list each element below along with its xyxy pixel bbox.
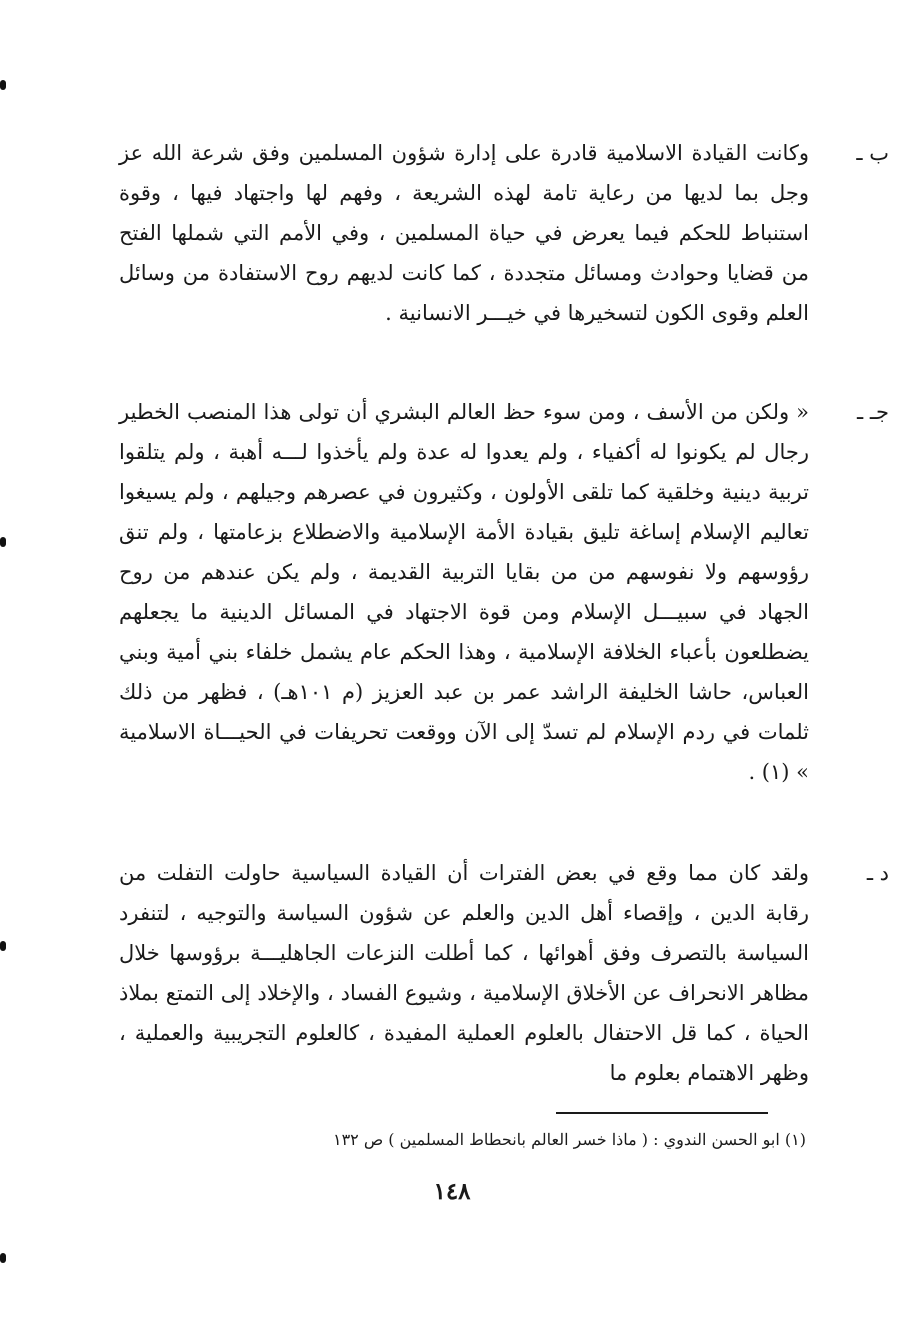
footnote-divider — [556, 1112, 768, 1114]
scan-artifact-dot — [0, 537, 6, 547]
paragraph-marker: جـ ـ — [857, 400, 889, 424]
paragraph-dal — [119, 853, 889, 1093]
scan-artifact-dot — [0, 1253, 6, 1263]
paragraph-text: وكانت القيادة الاسلامية قادرة على إدارة شؤون المسلمين وفق شرعة الله عز وجل بما لديها من رعاية تامة لهذه الشريعة ، وفهم لها واجتهاد فيها ، وقوة استنباط للحكم فيما يعرض في حياة المسلمين ، وفي الأمم التي شملها الفتح من قضايا وحوادث ومسائل متجددة ، كما كانت لديهم روح الاستفادة من وسائل العلم وقوى الكون لتسخيرها في خيـــر الانسانية . — [119, 141, 809, 325]
scan-artifact-dot — [0, 80, 6, 90]
page-number: ١٤٨ — [433, 1178, 471, 1205]
paragraph-text: ولقد كان مما وقع في بعض الفترات أن القيادة السياسية حاولت التفلت من رقابة الدين ، وإقصاء أهل الدين والعلم عن شؤون السياسة والتوجيه ، لتنفرد السياسة بالتصرف وفق أهوائها ، كما أطلت النزعات الجاهليـــة برؤوسها خلال مظاهر الانحراف عن الأخلاق الإسلامية ، وشيوع الفساد ، والإخلاد إلى التمتع بملاذ الحياة ، كما قل الاحتفال بالعلوم العملية المفيدة ، كالعلوم التجريبية والعملية ، وظهر الاهتمام بعلوم ما — [119, 861, 809, 1085]
paragraph-jeem — [119, 392, 889, 792]
footnote: (١) ابو الحسن الندوي : ( ماذا خسر العالم بانحطاط المسلمين ) ص ١٣٢ — [332, 1130, 806, 1149]
paragraph-b — [119, 133, 889, 333]
paragraph-marker: ب ـ — [856, 141, 889, 165]
paragraph-marker: د ـ — [866, 861, 889, 885]
quoted-paragraph-text: « ولكن من الأسف ، ومن سوء حظ العالم البشري أن تولى هذا المنصب الخطير رجال لم يكونوا له أكفياء ، ولم يعدوا له عدة ولم يأخذوا لـــه أهبة ، ولم يتلقوا تربية دينية وخلقية كما تلقى الأولون ، وكثيرون في عصرهم وجيلهم ، ولم يسيغوا تعاليم الإسلام إساغة تليق بقيادة الأمة الإسلامية والاضطلاع بزعامتها ، ولم تنق رؤوسهم ولا نفوسهم من من بقايا التربية القديمة ، ولم يكن عندهم من روح الجهاد في سبيـــل الإسلام ومن قوة الاجتهاد في المسائل الدينية ما يجعلهم يضطلعون بأعباء الخلافة الإسلامية ، وهذا الحكم عام يشمل خلفاء بني أمية وبني العباس، حاشا الخليفة الراشد عمر بن عبد العزيز (م ١٠١هـ) ، فظهر من ذلك ثلمات في ردم الإسلام لم تسدّ إلى الآن ووقعت تحريفات في الحيـــاة الاسلامية » (١) . — [119, 400, 809, 784]
scan-artifact-dot — [0, 941, 6, 951]
